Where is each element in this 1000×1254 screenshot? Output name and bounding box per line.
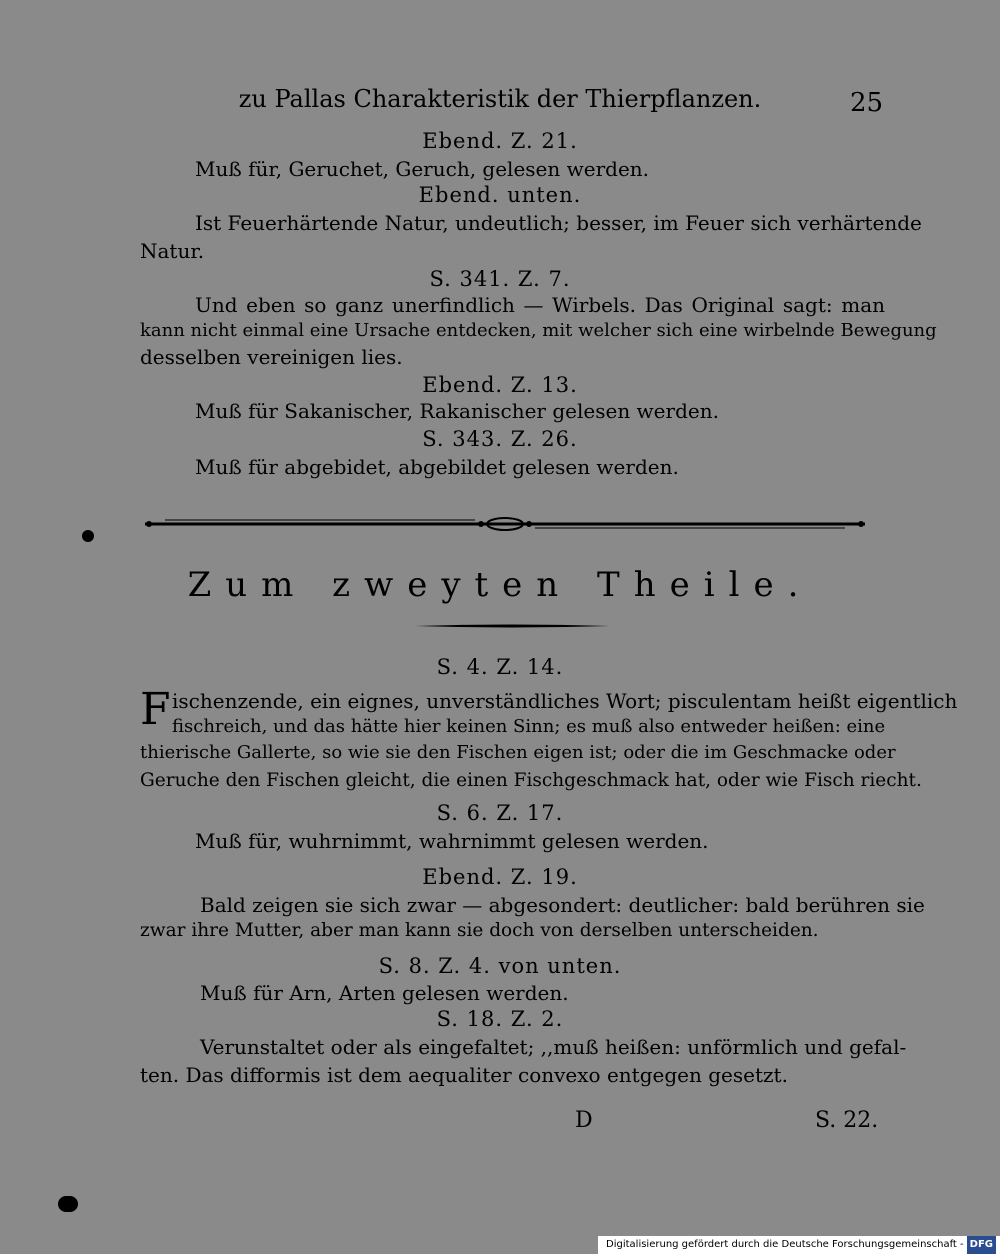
errata-ref: Ebend. Z. 21. [422, 129, 578, 153]
errata-line: Muß für, Geruchet, Geruch, gelesen werden. [195, 157, 650, 181]
errata-line: Muß für, wuhrnimmt, wahrnimmt gelesen werden. [195, 829, 709, 853]
scan-speck [58, 1196, 78, 1212]
section-heading: Zum zweyten Theile. [187, 565, 813, 605]
dfg-funding-note [598, 1236, 1000, 1254]
errata-ref: Ebend. Z. 13. [422, 373, 578, 397]
errata-line: Verunstaltet oder als eingefaltet; ,,muß heißen: unförmlich und gefal- [200, 1035, 907, 1059]
errata-ref: Ebend. Z. 19. [422, 865, 578, 889]
errata-line: Bald zeigen sie sich zwar — abgesondert: deutlicher: bald berühren sie [200, 893, 925, 917]
heading-rule [415, 623, 610, 629]
errata-line: Geruche den Fischen gleicht, die einen Fischgeschmack hat, oder wie Fisch riecht. [140, 770, 922, 791]
errata-line: Und eben so ganz unerfindlich — Wirbels. Das Original sagt: man [195, 293, 885, 317]
dfg-logo: DFG [967, 1236, 996, 1254]
errata-line: Muß für abgebidet, abgebildet gelesen werden. [195, 455, 679, 479]
errata-line: desselben vereinigen lies. [140, 345, 403, 369]
errata-line: Muß für Sakanischer, Rakanischer gelesen werden. [195, 399, 719, 423]
errata-ref: S. 341. Z. 7. [429, 267, 571, 291]
errata-line: fischreich, und das hätte hier keinen Sinn; es muß also entweder heißen: eine [172, 716, 886, 737]
page-number: 25 [850, 88, 884, 118]
signature-mark: D [575, 1108, 593, 1133]
funding-text: Digitalisierung gefördert durch die Deutsche Forschungsgemeinschaft - [606, 1239, 964, 1250]
errata-ref: S. 4. Z. 14. [436, 655, 564, 679]
errata-line: ten. Das difformis ist dem aequaliter convexo entgegen gesetzt. [140, 1063, 788, 1087]
errata-ref: S. 18. Z. 2. [436, 1007, 564, 1031]
errata-ref: S. 8. Z. 4. von unten. [378, 954, 622, 978]
errata-line: zwar ihre Mutter, aber man kann sie doch von derselben unterscheiden. [140, 920, 819, 941]
errata-line: Natur. [140, 239, 205, 263]
errata-line: kann nicht einmal eine Ursache entdecken, mit welcher sich eine wirbelnde Bewegung [140, 320, 937, 341]
errata-ref: S. 343. Z. 26. [422, 427, 578, 451]
errata-ref: S. 6. Z. 17. [436, 801, 564, 825]
errata-ref: Ebend. unten. [418, 183, 582, 207]
running-header: zu Pallas Charakteristik der Thierpflanzen. [238, 85, 762, 113]
errata-line: ischenzende, ein eignes, unverständliches Wort; pisculentam heißt eigentlich [172, 689, 958, 713]
scan-speck [82, 530, 94, 542]
ornamental-rule [145, 516, 865, 532]
catchword: S. 22. [815, 1108, 879, 1133]
errata-line: thierische Gallerte, so wie sie den Fischen eigen ist; oder die im Geschmacke oder [140, 742, 896, 763]
errata-line: Ist Feuerhärtende Natur, undeutlich; besser, im Feuer sich verhärtende [195, 211, 922, 235]
drop-cap: F [140, 684, 171, 735]
errata-line: Muß für Arn, Arten gelesen werden. [200, 981, 569, 1005]
